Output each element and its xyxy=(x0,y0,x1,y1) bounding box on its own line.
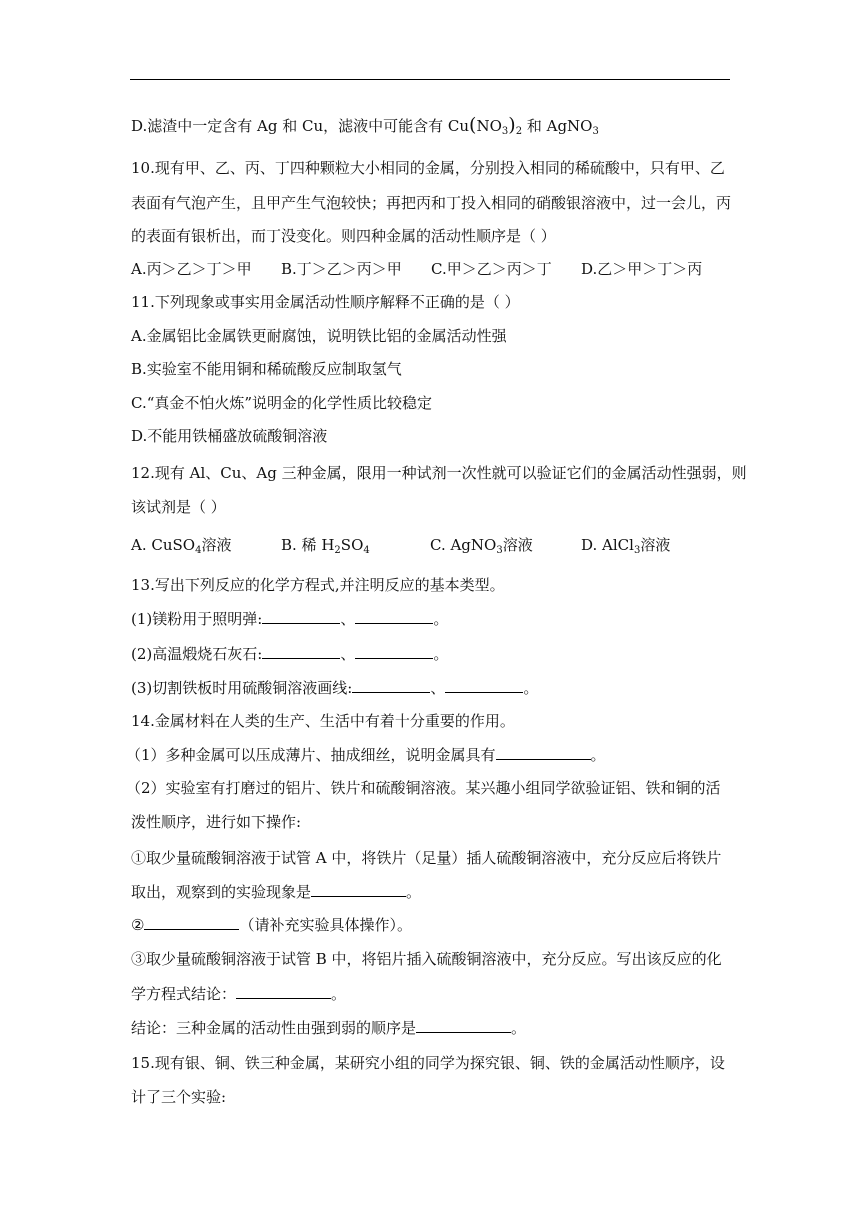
q14-step-2-text: （请补充实验具体操作）。 xyxy=(239,916,412,934)
answer-blank[interactable] xyxy=(311,882,406,897)
q10-option-b: B.丁＞乙＞丙＞甲 xyxy=(281,260,402,278)
paren-close: ) xyxy=(508,114,516,136)
q9-option-d xyxy=(131,115,599,136)
q10-line-2: 表面有气泡产生，且甲产生气泡较快；再把丙和丁投入相同的硝酸银溶液中，过一会儿，丙 xyxy=(131,194,732,212)
separator: 、 xyxy=(340,610,356,628)
q9-option-d-text: D.滤渣中一定含有 Ag 和 Cu，滤液中可能含有 Cu xyxy=(131,117,470,135)
q10-line-1: 10.现有甲、乙、丙、丁四种颗粒大小相同的金属，分别投入相同的稀硫酸中，只有甲、乙 xyxy=(131,159,725,177)
q12-b-mid: SO xyxy=(340,536,364,554)
q14-step-3-text: 学方程式结论： xyxy=(131,985,237,1003)
q12-a-pre: A. CuSO xyxy=(131,536,196,554)
answer-blank[interactable] xyxy=(236,984,331,999)
q14-step-3-line-2 xyxy=(131,984,346,1004)
q14-conclusion-text: 结论：三种金属的活动性由强到弱的顺序是 xyxy=(131,1019,417,1037)
q13-part-2-text: (2)高温煅烧石灰石: xyxy=(131,645,263,663)
q11-option-d: D.不能用铁桶盛放硫酸铜溶液 xyxy=(131,427,328,445)
answer-blank[interactable] xyxy=(416,1018,511,1033)
q12-a-sub: 4 xyxy=(195,545,202,556)
q12-b-sub1: 2 xyxy=(334,545,341,556)
period: 。 xyxy=(331,985,347,1003)
q12-b-sub2: 4 xyxy=(363,545,370,556)
q11-option-a: A.金属铝比金属铁更耐腐蚀，说明铁比铝的金属活动性强 xyxy=(131,327,507,345)
q13-part-3-text: (3)切割铁板时用硫酸铜溶液画线: xyxy=(131,679,353,697)
q11-option-c: C.“真金不怕火炼”说明金的化学性质比较稳定 xyxy=(131,394,433,412)
paren-open: ( xyxy=(469,114,477,136)
q10-line-3: 的表面有银析出，而丁没变化。则四种金属的活动性顺序是（ ） xyxy=(131,227,556,245)
q14-conclusion xyxy=(131,1018,526,1038)
q13-part-2 xyxy=(131,644,448,664)
q15-line-1: 15.现有银、铜、铁三种金属，某研究小组的同学为探究银、铜、铁的金属活动性顺序，设 xyxy=(131,1054,725,1072)
q10-option-c: C.甲＞乙＞丙＞丁 xyxy=(431,260,552,278)
answer-blank[interactable] xyxy=(355,644,433,659)
q14-part-2-line-1: （2）实验室有打磨过的铝片、铁片和硫酸铜溶液。某兴趣小组同学欲验证铝、铁和铜的活 xyxy=(126,779,721,797)
agno3-subscript: 3 xyxy=(592,126,599,137)
answer-blank[interactable] xyxy=(445,678,523,693)
period: 。 xyxy=(433,645,449,663)
period: 。 xyxy=(433,610,449,628)
q12-c-sub: 3 xyxy=(496,545,503,556)
q12-b-pre: B. 稀 H xyxy=(281,536,335,554)
ion-text: NO xyxy=(476,117,502,135)
q12-a-post: 溶液 xyxy=(201,536,232,554)
q13-part-1-text: (1)镁粉用于照明弹: xyxy=(131,610,263,628)
q12-option-a xyxy=(131,535,281,555)
q14-stem: 14.金属材料在人类的生产、生活中有着十分重要的作用。 xyxy=(131,712,515,730)
q14-step-2 xyxy=(131,915,412,935)
period: 。 xyxy=(511,1019,527,1037)
answer-blank[interactable] xyxy=(262,644,340,659)
q14-step-1-text: 取出，观察到的实验现象是 xyxy=(131,883,312,901)
q12-c-pre: C. AgNO xyxy=(430,536,497,554)
q12-line-2: 该试剂是（ ） xyxy=(131,498,226,516)
answer-blank[interactable] xyxy=(262,609,340,624)
q12-line-1: 12.现有 Al、Cu、Ag 三种金属，限用一种试剂一次性就可以验证它们的金属活动性强弱，则 xyxy=(131,464,747,482)
q12-d-post: 溶液 xyxy=(640,536,671,554)
separator: 、 xyxy=(340,645,356,663)
q10-option-d: D.乙＞甲＞丁＞丙 xyxy=(581,260,703,278)
period: 。 xyxy=(590,746,606,764)
paren-subscript: 2 xyxy=(515,126,523,137)
q12-option-c xyxy=(430,535,581,555)
header-rule xyxy=(130,79,730,80)
q11-stem: 11.下列现象或事实用金属活动性顺序解释不正确的是（ ） xyxy=(131,293,520,311)
answer-blank[interactable] xyxy=(496,745,591,760)
q14-step-3-line-1: ③取少量硫酸铜溶液于试管 B 中，将铝片插入硫酸铜溶液中，充分反应。写出该反应的化 xyxy=(131,950,722,968)
q13-part-3 xyxy=(131,678,538,698)
q14-part-1 xyxy=(126,745,606,765)
q10-option-a: A.丙＞乙＞丁＞甲 xyxy=(131,260,252,278)
q12-option-d xyxy=(581,535,670,555)
q15-line-2: 计了三个实验: xyxy=(131,1088,227,1106)
answer-blank[interactable] xyxy=(352,678,430,693)
q13-part-1 xyxy=(131,609,448,629)
q13-stem: 13.写出下列反应的化学方程式,并注明反应的基本类型。 xyxy=(131,576,505,594)
period: 。 xyxy=(406,883,422,901)
period: 。 xyxy=(523,679,539,697)
q12-d-pre: D. AlCl xyxy=(581,536,634,554)
q12-option-b xyxy=(281,535,430,555)
q12-c-post: 溶液 xyxy=(502,536,533,554)
q12-options xyxy=(131,535,670,555)
q14-part-1-text: （1）多种金属可以压成薄片、抽成细丝，说明金属具有 xyxy=(126,746,496,764)
ion-subscript: 3 xyxy=(501,126,509,137)
q11-option-b: B.实验室不能用铜和稀硫酸反应制取氢气 xyxy=(131,360,402,378)
q14-step-1-line-1: ①取少量硫酸铜溶液于试管 A 中，将铁片（足量）插人硫酸铜溶液中，充分反应后将铁片 xyxy=(131,849,722,867)
separator: 、 xyxy=(430,679,446,697)
q14-step-2-marker: ② xyxy=(131,916,145,934)
q14-part-2-line-2: 泼性顺序，进行如下操作: xyxy=(131,813,302,831)
q12-d-sub: 3 xyxy=(633,545,641,556)
q10-options xyxy=(131,259,702,279)
agno3-text: 和 AgNO xyxy=(522,117,593,135)
answer-blank[interactable] xyxy=(144,915,239,930)
q14-step-1-line-2 xyxy=(131,882,421,902)
answer-blank[interactable] xyxy=(355,609,433,624)
